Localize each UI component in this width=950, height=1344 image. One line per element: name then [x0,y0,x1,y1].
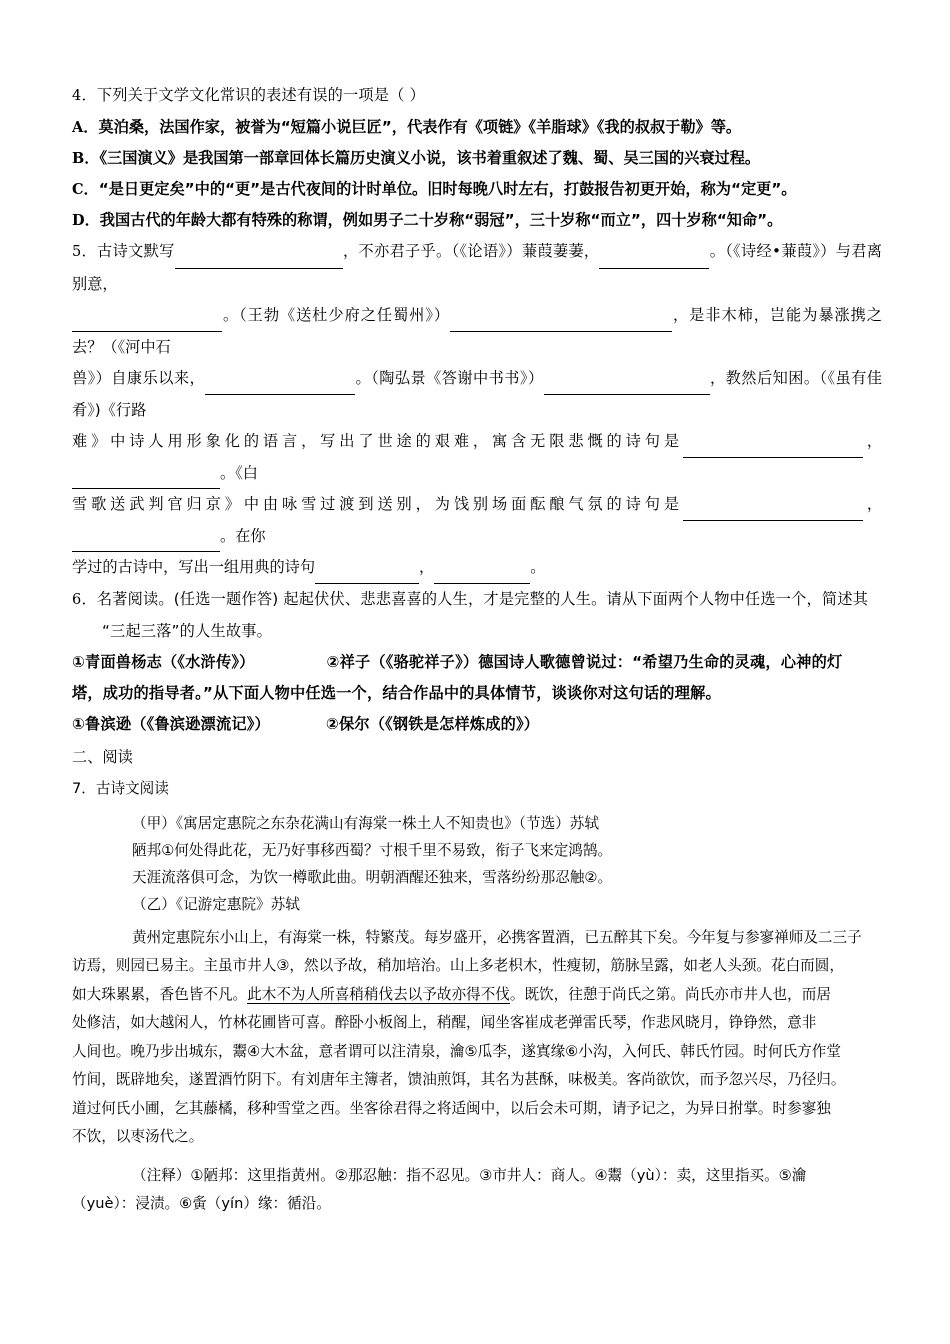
question-4-option-d [72,205,882,236]
q5-line2-content [72,306,882,356]
notes-line-2: （yuè）：浸渍。⑥夤（yín）缘：循沿。 [72,1195,331,1212]
answer-blank[interactable] [175,251,343,269]
question-6-item-3: ①鲁滨逊（《鲁滨逊漂流记》） [72,714,270,733]
poem-jia-title: （甲）《寓居定惠院之东杂花满山有海棠一株土人不知贵也》（节选）苏轼 [132,814,599,832]
prose-yi-line-5: 人间也。晚乃步出城东，鬻④大木盆，意者谓可以注清泉，瀹⑤瓜李，遂寘缘⑥小沟，入何氏、韩氏竹园。时何氏方作堂 [72,1042,841,1060]
q5-text: ， [862,495,883,513]
notes-line-1: （注释）①陋邦：这里指黄州。②那忍触：指不忍见。③市井人：商人。④鬻（yù）：卖，这里指买。⑤瀹 [132,1166,807,1184]
question-5-number: 5 [72,244,82,260]
prose-yi-line-7: 道过何氏小圃，乞其藤橘，移种雪堂之西。坐客徐君得之将适闽中，以后会未可期，请予记之，为异日拊掌。时参寥独 [72,1099,831,1117]
answer-blank[interactable] [72,314,222,332]
q5-line3-content [72,369,882,419]
q5-text: 。 [530,558,546,576]
question-7-heading: 7．古诗文阅读 [72,779,169,797]
question-4-stem-text: ．下列关于文学文化常识的表述有误的一项是（ ） [81,86,425,104]
question-6-line-2 [72,616,882,647]
question-6 [72,584,882,740]
notes-block [72,1162,882,1219]
prose-yi-line-3 [72,981,882,1010]
option-d-text: ．我国古代的年龄大都有特殊的称谓，例如男子二十岁称“弱冠”，三十岁称“而立”，四十岁称“知命”。 [84,211,783,229]
question-6-item-2: ②祥子（《骆驼祥子》）德国诗人歌德曾说过：“希望乃生命的灵魂，心神的灯 [326,652,843,671]
option-b-text: ．《三国演义》是我国第一部章回体长篇历史演义小说，该书着重叙述了魏、蜀、吴三国的兴衰过程。 [84,149,761,167]
poem-jia [72,810,882,918]
option-b-label: B [72,150,85,167]
question-5-line-2 [72,300,882,363]
question-4-option-c [72,174,882,205]
q5-line5-content [72,495,882,545]
option-c-label: C [72,181,84,198]
answer-blank[interactable] [72,471,220,489]
q5-line6-content [72,558,545,576]
prose-yi-line-1: 黄州定惠院东小山上，有海棠一株，特繁茂。每岁盛开，必携客置酒，已五醉其下矣。今年复与参寥禅师及二三子 [132,928,862,946]
q5-text: ，教然后知困。（《虽有佳肴》)《行路 [72,369,882,419]
answer-blank[interactable] [599,251,709,269]
q5-text: ， [419,558,435,576]
prose-yi-line-8: 不饮，以枣汤代之。 [72,1128,204,1145]
question-4-option-a [72,112,882,143]
question-4-option-b [72,143,882,174]
prose-yi-underlined: 此木不为人所喜稍稍伐去以予故亦得不伐 [247,985,510,1003]
q5-text: 难》中诗人用形象化的语言，写出了世途的艰难，寓含无限悲慨的诗句是 [72,432,683,450]
q5-text: 。《白 [220,463,258,482]
answer-blank[interactable] [544,377,710,395]
q5-text: 。（陶弘景《答谢中书书》） [355,369,544,387]
prose-yi-line-3-a: 如大珠累累，香色皆不凡。 [72,985,248,1003]
question-5-line-6 [72,552,882,584]
q5-text: 学过的古诗中，写出一组用典的诗句 [72,558,315,576]
section-2-heading: 二、阅读 [72,747,133,766]
prose-yi-line-4: 处修洁，如大越闲人，竹林花圃皆可喜。醉卧小板阁上，稍醒，闻坐客崔成老弹雷氏琴，作悲风晓月，铮铮然，意非 [72,1014,817,1031]
q5-line1-content [72,242,882,293]
question-4-stem [72,80,882,112]
prose-yi-line-2: 访焉，则园已易主。主虽市井人③，然以予故，稍加培治。山上多老枳木，性瘦韧，筋脉呈露，如老人头颈。花白而圆， [72,957,844,974]
prose-yi-title: （乙）《记游定惠院》苏轼 [132,895,300,913]
poem-jia-line-1: 陋邦①何处得此花，无乃好事移西蜀？寸根千里不易致，衔子飞来定鸿鹄。 [132,841,613,859]
option-a-label: A [72,119,84,136]
q5-text: ，不亦君子乎。（《论语》）蒹葭萋萋， [342,242,600,260]
q5-line4-content [72,432,882,482]
question-6-number: 6 [72,591,82,608]
q5-text: 。在你 [220,526,266,545]
q5-text: 雪歌送武判官归京》中由咏雪过渡到送别，为饯别场面酝酿气氛的诗句是 [72,495,683,513]
question-6-line-5 [72,709,882,740]
prose-yi-body [72,924,882,1152]
question-6-line-1 [72,584,882,616]
answer-blank[interactable] [72,534,220,552]
option-d-label: D [72,212,85,229]
question-5-line-1 [72,236,882,300]
q5-text: ， [862,432,883,450]
q5-text: 。（《诗经•蒹葭》）与君离别意， [72,242,882,293]
q5-text: 。（王勃《送杜少府之任蜀州》） [222,306,451,324]
answer-blank[interactable] [450,314,672,332]
answer-blank[interactable] [315,566,419,584]
poem-jia-line-2: 天涯流落俱可念，为饮一樽歌此曲。明朝酒醒还独来，雪落纷纷那忍触②。 [132,868,613,886]
question-6-line-1-text: ．名著阅读。(任选一题作答) 起起伏伏、悲悲喜喜的人生，才是完整的人生。请从下面两个人物中任选一个，简述其 [81,589,869,608]
question-6-line-3 [72,647,882,678]
question-6-line-4-text: 塔，成功的指导者。”从下面人物中任选一个，结合作品中的具体情节，谈谈你对这句话的理解。 [72,683,721,702]
option-a-text: ．莫泊桑，法国作家，被誉为“短篇小说巨匠”，代表作有《项链》《羊脂球》《我的叔叔于勒》等。 [83,118,742,136]
page-content [72,80,882,1219]
question-6-item-1: ①青面兽杨志（《水浒传》） [72,652,255,671]
prose-yi-line-6: 竹间，既辟地矣，遂置酒竹阴下。有刘唐年主簿者，馈油煎饵，其名为甚酥，味极美。客尚欲饮，而予忽兴尽，乃径归。 [72,1071,846,1088]
answer-blank[interactable] [683,503,863,521]
question-6-item-4: ②保尔（《钢铁是怎样炼成的》） [325,714,540,733]
answer-blank[interactable] [434,566,530,584]
question-5-line-3 [72,363,882,426]
prose-yi-line-3-b: 。既饮，往憩于尚氏之第。尚氏亦市井人也，而居 [509,985,831,1003]
answer-blank[interactable] [205,377,355,395]
option-c-text: ．“是日更定矣”中的“更”是古代夜间的计时单位。旧时每晚八时左右，打鼓报告初更开始，称为“定更”。 [83,180,797,198]
q5-text: 兽》）自康乐以来， [72,369,206,387]
question-6-line-2-text: “三起三落”的人生故事。 [102,621,273,640]
q5-text: ．古诗文默写 [81,242,175,260]
question-5 [72,236,882,584]
question-6-line-4 [72,678,882,709]
question-4-number: 4 [72,88,82,104]
q5-text: ，是非木柿，岂能为暴涨携之去？（《河中石 [72,306,882,356]
answer-blank[interactable] [683,440,863,458]
question-5-line-4 [72,426,882,489]
question-5-line-5 [72,489,882,552]
